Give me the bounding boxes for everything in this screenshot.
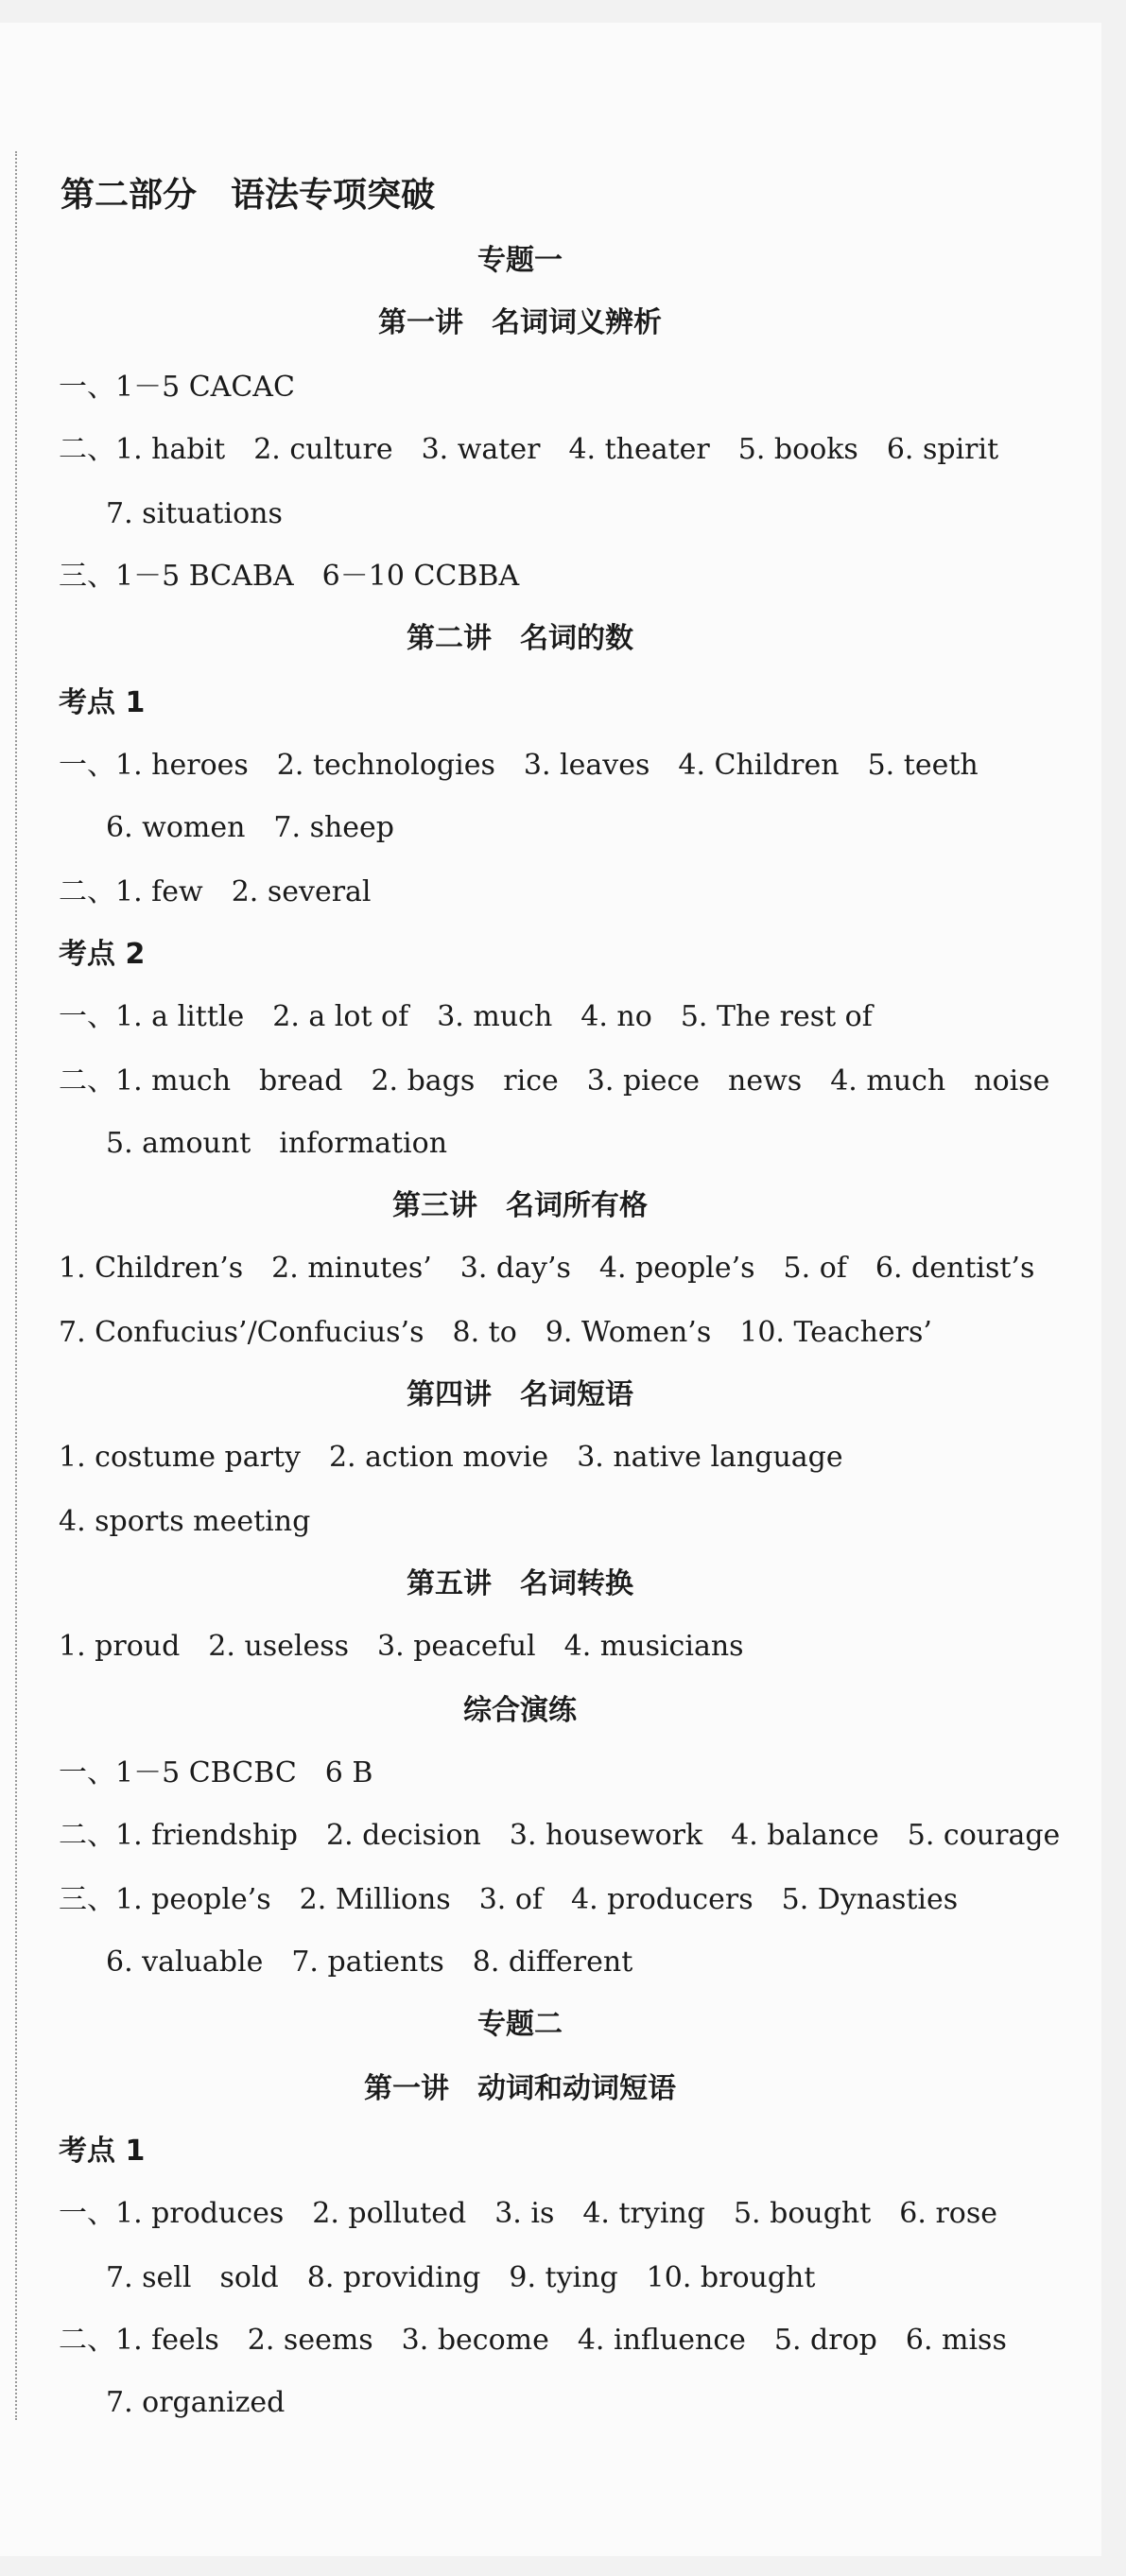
answer-line: 一、1－5 CBCBC 6 B bbox=[59, 1756, 373, 1789]
answer-line: 二、1. friendship 2. decision 3. housework 4. balance 5. courage bbox=[59, 1819, 1061, 1852]
answer-line: 6. valuable 7. patients 8. different bbox=[106, 1945, 633, 1979]
kaodian-label: 考点 1 bbox=[59, 686, 146, 719]
answer-line: 4. sports meeting bbox=[59, 1505, 311, 1538]
answer-line: 1. Children’s 2. minutes’ 3. day’s 4. people’s 5. of 6. dentist’s bbox=[59, 1252, 1035, 1285]
lecture-title: 第四讲 名词短语 bbox=[407, 1378, 633, 1411]
answer-line: 7. organized bbox=[106, 2386, 286, 2419]
answer-line: 6. women 7. sheep bbox=[106, 811, 395, 844]
answer-line: 7. Confucius’/Confucius’s 8. to 9. Women’s 10. Teachers’ bbox=[59, 1316, 932, 1349]
topic-title: 专题二 bbox=[477, 2008, 563, 2041]
kaodian-label: 考点 2 bbox=[59, 938, 146, 971]
answer-line: 二、1. feels 2. seems 3. become 4. influence 5. drop 6. miss bbox=[59, 2324, 1007, 2357]
lecture-title: 第二讲 名词的数 bbox=[407, 622, 633, 655]
answer-line: 7. situations bbox=[106, 497, 283, 530]
answer-line: 二、1. much bread 2. bags rice 3. piece news 4. much noise bbox=[59, 1064, 1050, 1098]
review-title: 综合演练 bbox=[463, 1694, 577, 1727]
answer-line: 一、1－5 CACAC bbox=[59, 371, 295, 404]
answer-line: 二、1. few 2. several bbox=[59, 875, 372, 908]
topic-title: 专题一 bbox=[477, 244, 563, 277]
lecture-title: 第五讲 名词转换 bbox=[407, 1567, 633, 1600]
lecture-title: 第一讲 动词和动词短语 bbox=[364, 2072, 676, 2105]
answer-line: 三、1. people’s 2. Millions 3. of 4. producers 5. Dynasties bbox=[59, 1883, 959, 1916]
answer-line: 5. amount information bbox=[106, 1127, 448, 1160]
answer-line: 1. proud 2. useless 3. peaceful 4. musicians bbox=[59, 1630, 744, 1663]
answer-line: 三、1－5 BCABA 6－10 CCBBA bbox=[59, 560, 520, 593]
kaodian-label: 考点 1 bbox=[59, 2135, 146, 2168]
part-title: 第二部分 语法专项突破 bbox=[61, 176, 436, 215]
answer-line: 一、1. a little 2. a lot of 3. much 4. no 5. The rest of bbox=[59, 1000, 873, 1033]
answer-line: 1. costume party 2. action movie 3. native language bbox=[59, 1441, 843, 1474]
answer-line: 7. sell sold 8. providing 9. tying 10. brought bbox=[106, 2261, 816, 2294]
answer-line: 一、1. heroes 2. technologies 3. leaves 4. Children 5. teeth bbox=[59, 749, 979, 782]
lecture-title: 第一讲 名词词义辨析 bbox=[378, 306, 662, 339]
lecture-title: 第三讲 名词所有格 bbox=[392, 1189, 648, 1222]
answer-line: 二、1. habit 2. culture 3. water 4. theater 5. books 6. spirit bbox=[59, 433, 999, 466]
answer-line: 一、1. produces 2. polluted 3. is 4. trying 5. bought 6. rose bbox=[59, 2197, 998, 2230]
